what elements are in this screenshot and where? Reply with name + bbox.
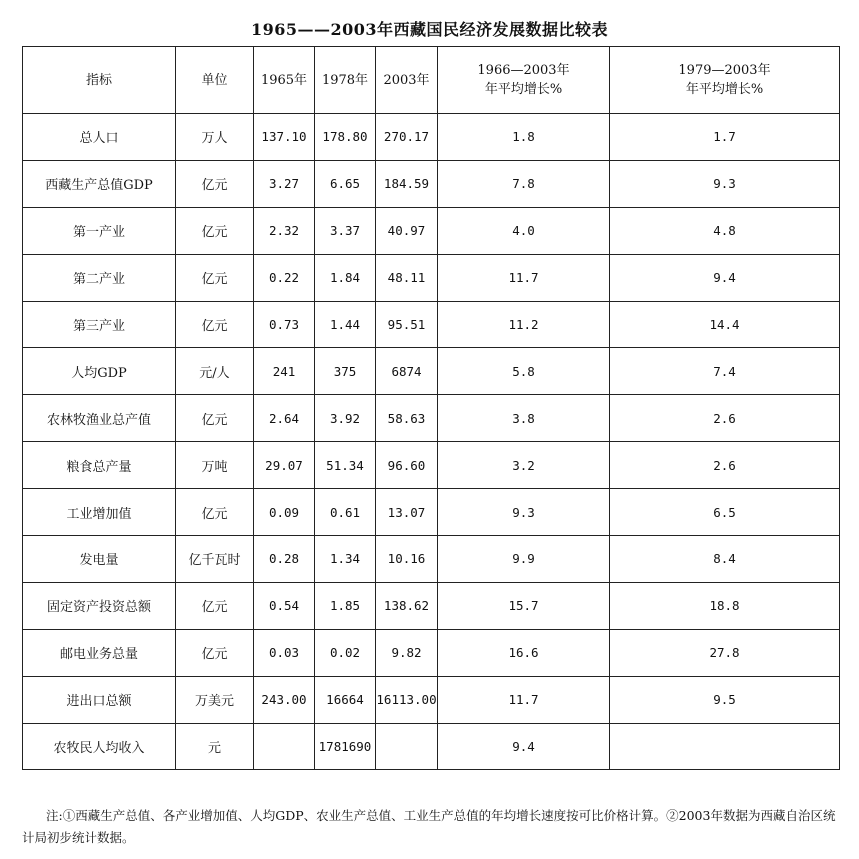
cell-unit: 亿元 — [176, 207, 254, 254]
table-row — [23, 301, 840, 348]
table-row — [23, 395, 840, 442]
cell-growth-1979-2003: 8.4 — [610, 536, 840, 583]
table-row — [23, 348, 840, 395]
cell-2003: 10.16 — [376, 536, 438, 583]
cell-growth-1979-2003: 1.7 — [610, 114, 840, 161]
cell-unit: 元 — [176, 723, 254, 770]
cell-indicator: 农林牧渔业总产值 — [23, 395, 176, 442]
cell-1965: 241 — [254, 348, 315, 395]
cell-1978: 1.84 — [315, 254, 376, 301]
cell-growth-1979-2003: 9.5 — [610, 676, 840, 723]
cell-1965: 0.28 — [254, 536, 315, 583]
cell-unit: 万吨 — [176, 442, 254, 489]
cell-growth-1966-2003: 9.9 — [438, 536, 610, 583]
header-growth-1979-2003 — [610, 47, 840, 114]
table-row — [23, 676, 840, 723]
cell-growth-1979-2003: 4.8 — [610, 207, 840, 254]
cell-2003 — [376, 723, 438, 770]
cell-1978: 6.65 — [315, 160, 376, 207]
cell-unit: 亿元 — [176, 489, 254, 536]
cell-1965: 2.32 — [254, 207, 315, 254]
cell-unit: 亿千瓦时 — [176, 536, 254, 583]
table-row — [23, 536, 840, 583]
cell-1978: 0.02 — [315, 629, 376, 676]
table-row — [23, 160, 840, 207]
header-growth-1979-2003-period: 1979—2003年 — [678, 63, 771, 78]
cell-indicator: 固定资产投资总额 — [23, 582, 176, 629]
cell-indicator: 农牧民人均收入 — [23, 723, 176, 770]
cell-indicator: 发电量 — [23, 536, 176, 583]
header-unit: 单位 — [176, 47, 254, 114]
cell-1978: 51.34 — [315, 442, 376, 489]
cell-1965: 2.64 — [254, 395, 315, 442]
economic-data-table — [22, 46, 840, 770]
cell-1978: 0.61 — [315, 489, 376, 536]
cell-1965: 0.22 — [254, 254, 315, 301]
cell-indicator: 人均GDP — [23, 348, 176, 395]
table-row — [23, 207, 840, 254]
cell-indicator: 第一产业 — [23, 207, 176, 254]
cell-indicator: 西藏生产总值GDP — [23, 160, 176, 207]
cell-growth-1966-2003: 9.3 — [438, 489, 610, 536]
cell-1978: 375 — [315, 348, 376, 395]
cell-indicator: 邮电业务总量 — [23, 629, 176, 676]
cell-1965: 0.54 — [254, 582, 315, 629]
cell-unit: 元/人 — [176, 348, 254, 395]
cell-2003: 48.11 — [376, 254, 438, 301]
cell-growth-1966-2003: 11.2 — [438, 301, 610, 348]
cell-1965: 243.00 — [254, 676, 315, 723]
table-row — [23, 629, 840, 676]
cell-1965: 137.10 — [254, 114, 315, 161]
cell-2003: 96.60 — [376, 442, 438, 489]
table-row — [23, 254, 840, 301]
footnote: 注:①西藏生产总值、各产业增加值、人均GDP、农业生产总值、工业生产总值的年均增长速度按可比价格计算。②2003年数据为西藏自治区统计局初步统计数据。 — [22, 808, 836, 845]
cell-growth-1979-2003 — [610, 723, 840, 770]
table-row — [23, 114, 840, 161]
cell-indicator: 第二产业 — [23, 254, 176, 301]
cell-growth-1966-2003: 7.8 — [438, 160, 610, 207]
cell-growth-1966-2003: 11.7 — [438, 254, 610, 301]
table-title: 1965——2003年西藏国民经济发展数据比较表 — [250, 20, 609, 39]
cell-indicator: 粮食总产量 — [23, 442, 176, 489]
header-growth-1979-2003-label: 年平均增长% — [685, 82, 764, 97]
header-row — [23, 47, 840, 114]
cell-unit: 亿元 — [176, 301, 254, 348]
cell-growth-1966-2003: 15.7 — [438, 582, 610, 629]
cell-2003: 13.07 — [376, 489, 438, 536]
cell-2003: 95.51 — [376, 301, 438, 348]
cell-2003: 9.82 — [376, 629, 438, 676]
cell-1978: 178.80 — [315, 114, 376, 161]
cell-2003: 270.17 — [376, 114, 438, 161]
cell-indicator: 第三产业 — [23, 301, 176, 348]
cell-1978: 16664 — [315, 676, 376, 723]
cell-growth-1979-2003: 27.8 — [610, 629, 840, 676]
cell-1978: 1781690 — [315, 723, 376, 770]
header-indicator: 指标 — [23, 47, 176, 114]
cell-growth-1979-2003: 2.6 — [610, 442, 840, 489]
cell-unit: 亿元 — [176, 395, 254, 442]
cell-growth-1966-2003: 5.8 — [438, 348, 610, 395]
table-row — [23, 723, 840, 770]
cell-unit: 亿元 — [176, 160, 254, 207]
cell-growth-1966-2003: 4.0 — [438, 207, 610, 254]
table-row — [23, 489, 840, 536]
header-1978: 1978年 — [315, 47, 376, 114]
cell-unit: 亿元 — [176, 254, 254, 301]
header-1965: 1965年 — [254, 47, 315, 114]
header-growth-1966-2003-label: 年平均增长% — [484, 82, 563, 97]
cell-1965: 29.07 — [254, 442, 315, 489]
cell-1965: 0.73 — [254, 301, 315, 348]
header-growth-1966-2003-period: 1966—2003年 — [477, 63, 570, 78]
cell-2003: 16113.00 — [376, 676, 438, 723]
cell-1965: 0.09 — [254, 489, 315, 536]
cell-unit: 万美元 — [176, 676, 254, 723]
cell-growth-1979-2003: 6.5 — [610, 489, 840, 536]
header-growth-1966-2003 — [438, 47, 610, 114]
cell-growth-1979-2003: 18.8 — [610, 582, 840, 629]
cell-2003: 184.59 — [376, 160, 438, 207]
cell-2003: 40.97 — [376, 207, 438, 254]
cell-unit: 万人 — [176, 114, 254, 161]
cell-growth-1979-2003: 9.4 — [610, 254, 840, 301]
cell-growth-1966-2003: 9.4 — [438, 723, 610, 770]
cell-1965 — [254, 723, 315, 770]
cell-1978: 3.92 — [315, 395, 376, 442]
table-row — [23, 442, 840, 489]
cell-2003: 6874 — [376, 348, 438, 395]
cell-1965: 0.03 — [254, 629, 315, 676]
cell-indicator: 总人口 — [23, 114, 176, 161]
cell-growth-1966-2003: 3.2 — [438, 442, 610, 489]
cell-2003: 138.62 — [376, 582, 438, 629]
cell-growth-1966-2003: 11.7 — [438, 676, 610, 723]
cell-growth-1979-2003: 7.4 — [610, 348, 840, 395]
cell-1978: 1.44 — [315, 301, 376, 348]
cell-unit: 亿元 — [176, 629, 254, 676]
cell-indicator: 工业增加值 — [23, 489, 176, 536]
cell-indicator: 进出口总额 — [23, 676, 176, 723]
cell-growth-1966-2003: 1.8 — [438, 114, 610, 161]
cell-growth-1979-2003: 2.6 — [610, 395, 840, 442]
cell-1965: 3.27 — [254, 160, 315, 207]
cell-growth-1979-2003: 9.3 — [610, 160, 840, 207]
cell-1978: 3.37 — [315, 207, 376, 254]
cell-1978: 1.85 — [315, 582, 376, 629]
table-row — [23, 582, 840, 629]
table-body — [23, 114, 840, 770]
cell-growth-1979-2003: 14.4 — [610, 301, 840, 348]
cell-1978: 1.34 — [315, 536, 376, 583]
cell-growth-1966-2003: 16.6 — [438, 629, 610, 676]
cell-2003: 58.63 — [376, 395, 438, 442]
header-2003: 2003年 — [376, 47, 438, 114]
cell-unit: 亿元 — [176, 582, 254, 629]
cell-growth-1966-2003: 3.8 — [438, 395, 610, 442]
